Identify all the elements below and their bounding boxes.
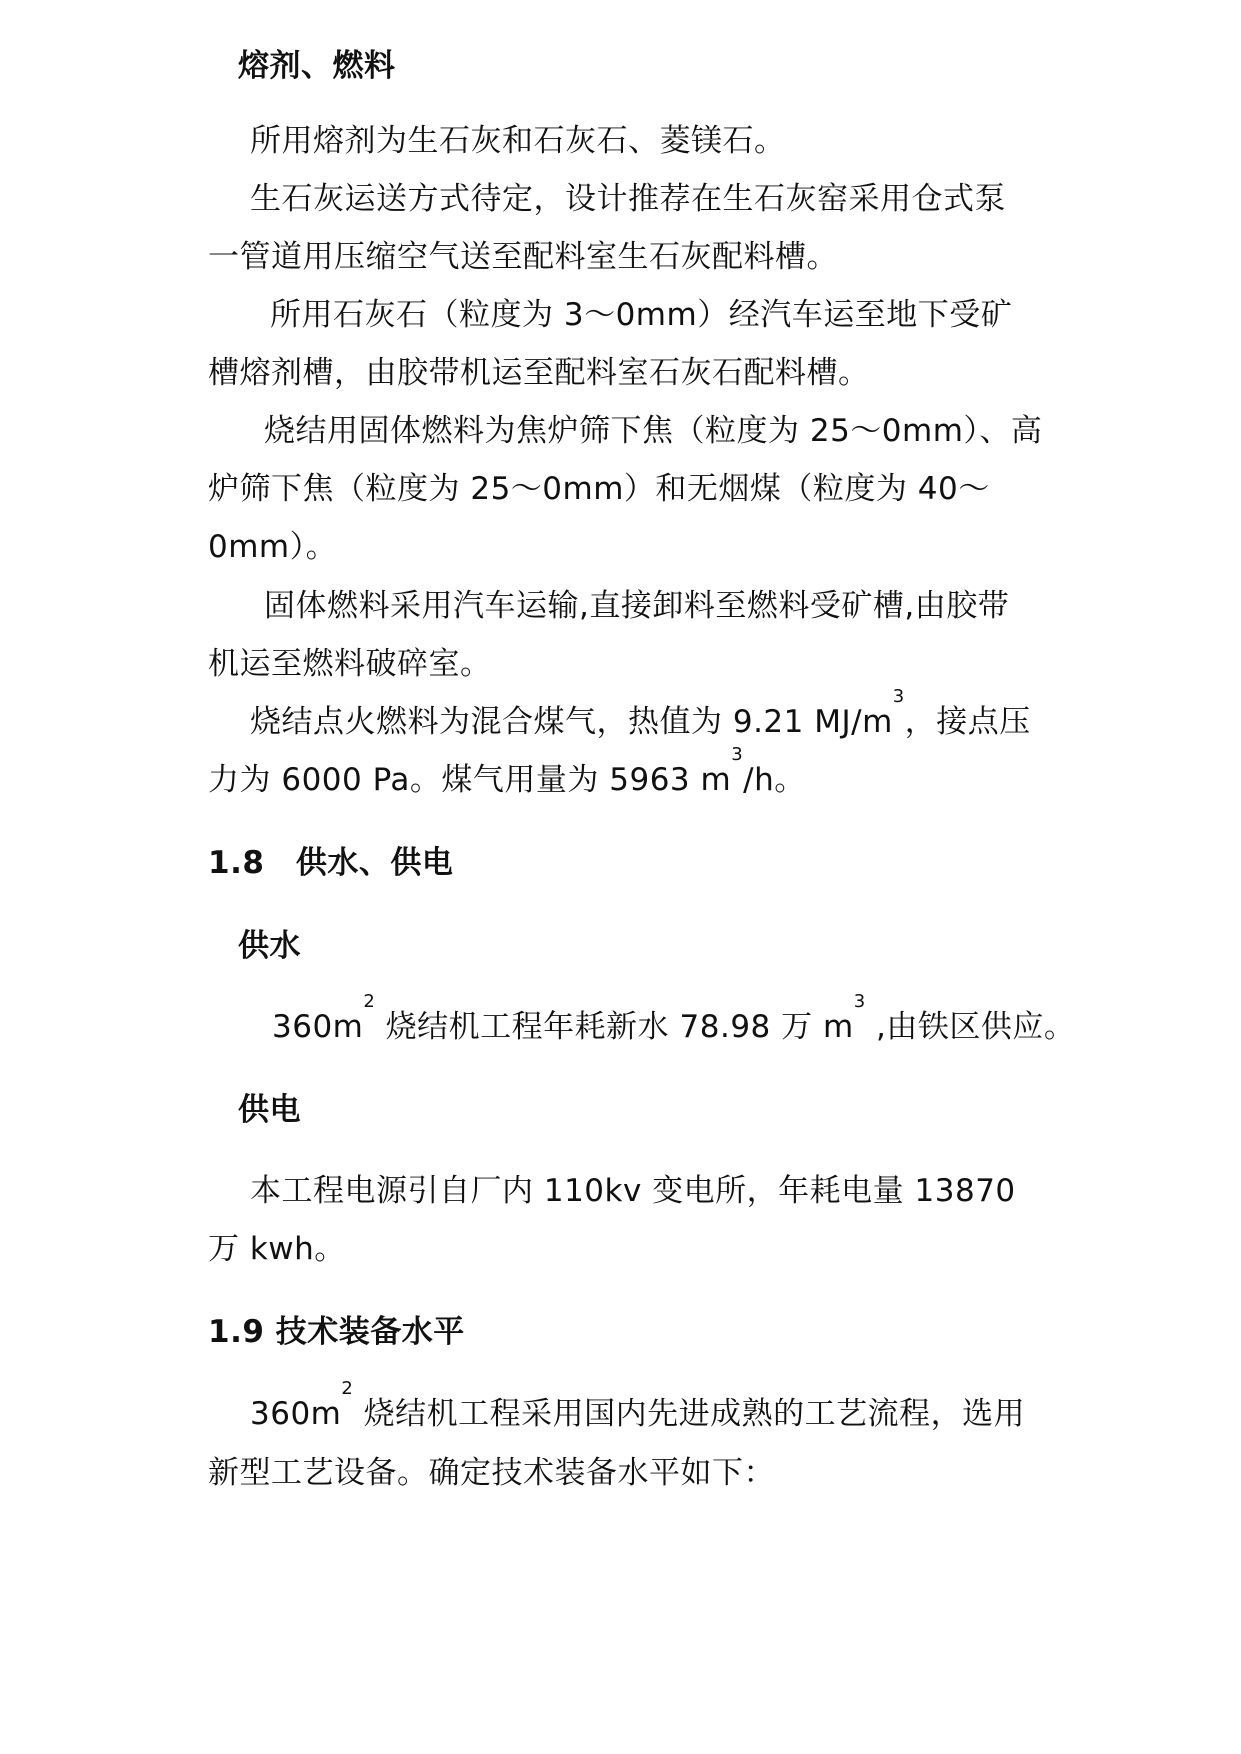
section-heading-1-8: 1.8 供水、供电: [208, 845, 454, 881]
heading-water-supply: 供水: [238, 928, 301, 964]
paragraph-line: 所用石灰石（粒度为 3～0mm）经汽车运至地下受矿: [270, 297, 1013, 333]
tech-level-line-1: $360m^2$ 烧结机工程采用国内先进成熟的工艺流程，选用: [250, 1378, 1026, 1432]
paragraph-line: 烧结用固体燃料为焦炉筛下焦（粒度为 25～0mm）、高: [264, 413, 1043, 449]
paragraph-line: 一管道用压缩空气送至配料室生石灰配料槽。: [208, 239, 838, 275]
ignition-fuel-line-1: 烧结点火燃料为混合煤气，热值为 9.21 $MJ/m^3$，接点压: [250, 686, 1031, 740]
paragraph-line: 所用熔剂为生石灰和石灰石、菱镁石。: [250, 123, 786, 159]
power-supply-line-2: 万 kwh。: [208, 1231, 346, 1267]
heading-power-supply: 供电: [238, 1092, 301, 1128]
heading-flux-fuel: 熔剂、燃料: [238, 48, 396, 84]
paragraph-line: 生石灰运送方式待定，设计推荐在生石灰窑采用仓式泵: [250, 181, 1006, 217]
paragraph-line: 固体燃料采用汽车运输,直接卸料至燃料受矿槽,由胶带: [264, 588, 1010, 624]
ignition-fuel-line-2: 力为 6000 Pa。煤气用量为 5963 $m^3/h$。: [208, 744, 806, 798]
section-heading-1-9: 1.9 技术装备水平: [208, 1314, 465, 1350]
paragraph-line: 0mm）。: [208, 529, 338, 565]
power-supply-line-1: 本工程电源引自厂内 110kv 变电所，年耗电量 13870: [250, 1173, 1016, 1209]
tech-level-line-2: 新型工艺设备。确定技术装备水平如下：: [208, 1455, 775, 1491]
water-supply-text: $360m^2$ 烧结机工程年耗新水 78.98 万 $m^3$ ,由铁区供应。: [272, 991, 1076, 1045]
paragraph-line: 机运至燃料破碎室。: [208, 646, 492, 682]
paragraph-line: 炉筛下焦（粒度为 25～0mm）和无烟煤（粒度为 40～: [208, 471, 990, 507]
paragraph-line: 槽熔剂槽，由胶带机运至配料室石灰石配料槽。: [208, 355, 870, 391]
